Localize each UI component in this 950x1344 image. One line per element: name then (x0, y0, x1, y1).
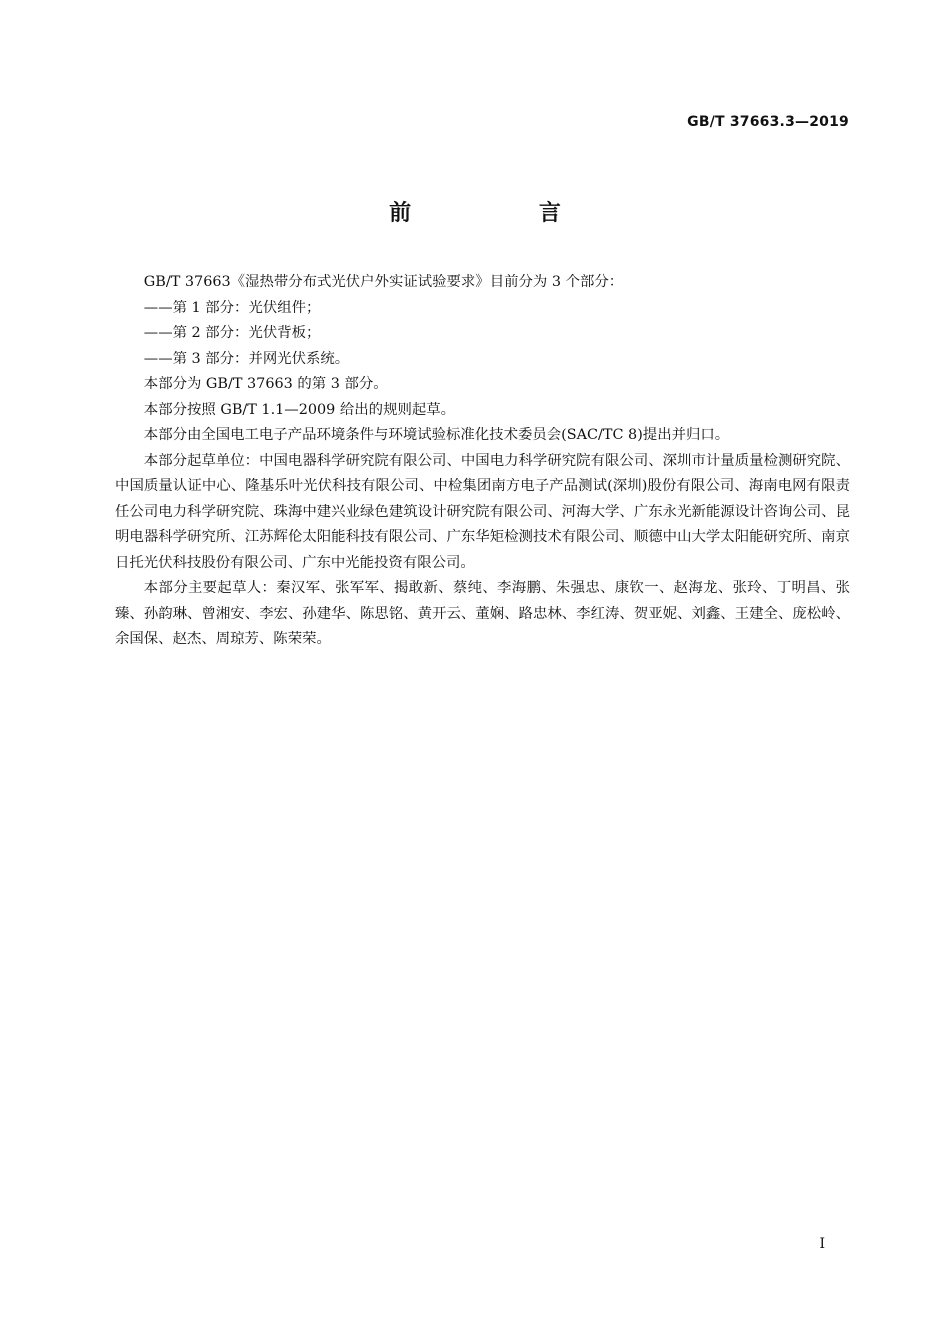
page-number: I (819, 1236, 825, 1252)
paragraph-drafters: 本部分主要起草人：秦汉军、张军军、揭敢新、蔡纯、李海鹏、朱强忠、康钦一、赵海龙、张玲、丁明昌、张臻、孙韵琳、曾湘安、李宏、孙建华、陈思铭、黄开云、董娴、路忠林、李红涛、贺亚妮、刘鑫、王建全、庞松岭、余国保、赵杰、周琼芳、陈荣荣。 (115, 580, 850, 647)
paragraph-parts-intro: GB/T 37663《湿热带分布式光伏户外实证试验要求》目前分为 3 个部分： (143, 274, 624, 290)
paragraph-part-3: ——第 3 部分：并网光伏系统。 (143, 350, 350, 367)
paragraph-this-part: 本部分为 GB/T 37663 的第 3 部分。 (143, 376, 388, 392)
page-title: 前 言 (389, 201, 621, 226)
paragraph-part-1: ——第 1 部分：光伏组件； (143, 299, 321, 316)
paragraph-proposed-by: 本部分由全国电工电子产品环境条件与环境试验标准化技术委员会(SAC/TC 8)提出并归口。 (143, 427, 730, 443)
paragraph-part-2: ——第 2 部分：光伏背板； (143, 325, 321, 341)
foreword-body (115, 270, 850, 653)
paragraph-drafting-rules: 本部分按照 GB/T 1.1—2009 给出的规则起草。 (143, 401, 456, 418)
paragraph-drafting-units: 本部分起草单位：中国电器科学研究院有限公司、中国电力科学研究院有限公司、深圳市计量质量检测研究院、中国质量认证中心、隆基乐叶光伏科技有限公司、中检集团南方电子产品测试(深圳)股份有限公司、海南电网有限责任公司电力科学研究院、珠海中建兴业绿色建筑设计研究院有限公司、河海大学、广东永光新能源设计咨询公司、昆明电器科学研究所、江苏辉伦太阳能科技有限公司、广东华矩检测技术有限公司、顺德中山大学太阳能研究所、南京日托光伏科技股份有限公司、广东中光能投资有限公司。 (115, 452, 850, 571)
standard-code: GB/T 37663.3—2019 (687, 114, 849, 130)
